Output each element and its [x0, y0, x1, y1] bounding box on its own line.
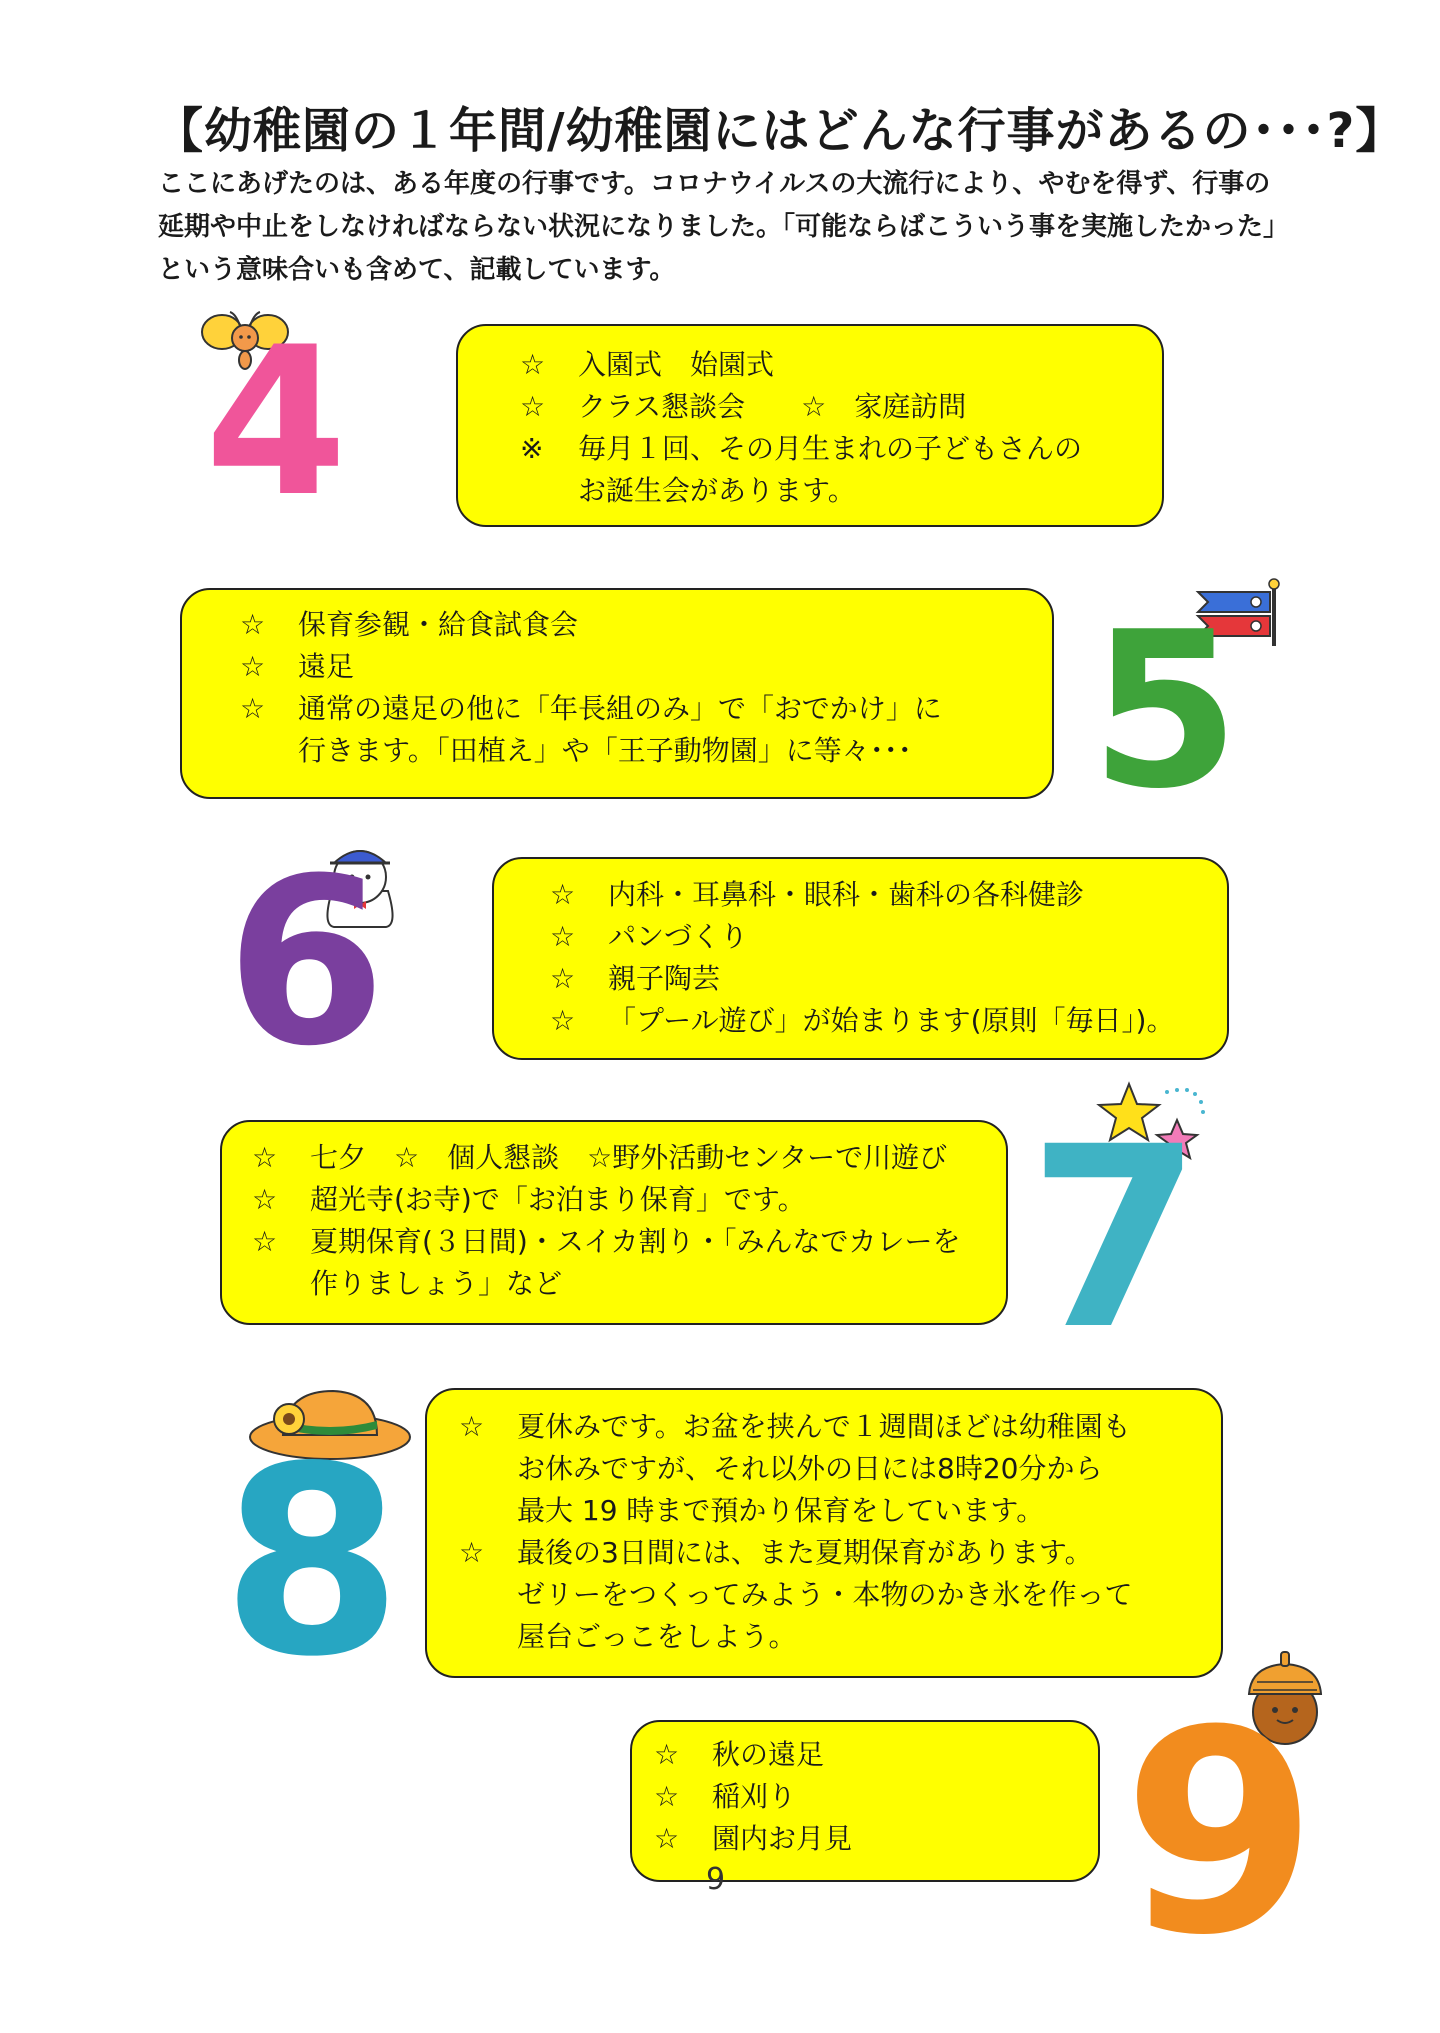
- star-icon: ☆: [654, 1822, 680, 1855]
- event-text: 内科・耳鼻科・眼科・歯科の各科健診: [608, 878, 1085, 911]
- number-8-graphic: [212, 1412, 412, 1714]
- event-item: [654, 1734, 1098, 1776]
- event-text: 入園式 始園式: [578, 348, 775, 381]
- number-6-graphic: [206, 830, 406, 1097]
- star-icon: ☆: [550, 1004, 576, 1037]
- intro-text: [158, 163, 1318, 292]
- event-item: [252, 1137, 1006, 1179]
- event-text: 行きます。「田植え」や「王子動物園」に等々･･･: [298, 734, 912, 767]
- event-text: 超光寺(お寺)で「お泊まり保育」です。: [310, 1183, 806, 1216]
- event-text: 夏期保育(３日間)・スイカ割り・「みんなでカレーを: [310, 1225, 961, 1258]
- event-text: 七夕 ☆ 個人懇談 ☆野外活動センターで川遊び: [310, 1141, 948, 1174]
- intro-line: ここにあげたのは、ある年度の行事です。コロナウイルスの大流行により、やむを得ず、行事の: [158, 169, 1271, 199]
- event-text: 作りましょう」など: [310, 1267, 563, 1300]
- event-text: クラス懇談会 ☆ 家庭訪問: [578, 390, 967, 423]
- star-icon: ☆: [654, 1780, 680, 1813]
- note-mark: ※: [520, 432, 544, 465]
- event-item: [240, 688, 1052, 730]
- event-item: [654, 1818, 1098, 1860]
- svg-text:8: 8: [221, 1412, 403, 1714]
- event-text: 「プール遊び」が始まります(原則「毎日」)。: [608, 1004, 1175, 1037]
- svg-text:6: 6: [225, 830, 387, 1097]
- number-5-graphic: [1085, 585, 1245, 836]
- event-item: [240, 730, 1052, 772]
- event-text: 最後の3日間には、また夏期保育があります。: [517, 1536, 1093, 1569]
- event-text: パンづくり: [608, 920, 749, 953]
- event-item: [654, 1776, 1098, 1818]
- star-icon: ☆: [252, 1225, 278, 1258]
- star-icon: ☆: [240, 650, 266, 683]
- event-text: お誕生会があります。: [578, 474, 856, 507]
- event-item: [252, 1221, 1006, 1263]
- number-7-graphic: [1028, 1093, 1202, 1384]
- event-item: [459, 1406, 1221, 1448]
- event-text: 保育参観・給食試食会: [298, 608, 579, 641]
- star-icon: ☆: [252, 1141, 278, 1174]
- event-item: [520, 428, 1162, 470]
- event-text: 通常の遠足の他に「年長組のみ」で「おでかけ」に: [298, 692, 942, 725]
- event-item: [550, 1000, 1227, 1042]
- july-events-box: [220, 1120, 1008, 1325]
- star-icon: ☆: [520, 390, 546, 423]
- august-events-box: [425, 1388, 1223, 1678]
- event-item: [550, 916, 1227, 958]
- event-item: [459, 1490, 1221, 1532]
- svg-text:7: 7: [1028, 1093, 1202, 1384]
- june-events-box: [492, 857, 1229, 1060]
- svg-text:9: 9: [1122, 1671, 1318, 1997]
- page-number: 9: [706, 1862, 726, 1897]
- star-icon: ☆: [550, 920, 576, 953]
- star-icon: ☆: [459, 1410, 485, 1443]
- event-item: [240, 646, 1052, 688]
- event-text: 秋の遠足: [712, 1738, 825, 1771]
- event-item: [459, 1574, 1221, 1616]
- star-icon: ☆: [550, 962, 576, 995]
- event-text: 遠足: [298, 650, 355, 683]
- star-icon: ☆: [252, 1183, 278, 1216]
- april-events-box: [456, 324, 1164, 527]
- intro-line: 延期や中止をしなければならない状況になりました。「可能ならばこういう事を実施したかった」: [158, 212, 1290, 242]
- event-text: 最大 19 時まで預かり保育をしています。: [517, 1494, 1045, 1527]
- event-item: [252, 1179, 1006, 1221]
- september-events-box: [630, 1720, 1100, 1882]
- event-item: [459, 1532, 1221, 1574]
- event-item: [240, 604, 1052, 646]
- event-text: ゼリーをつくってみよう・本物のかき氷を作って: [517, 1578, 1133, 1611]
- event-text: 毎月１回、その月生まれの子どもさんの: [578, 432, 1083, 465]
- event-item: [520, 470, 1162, 512]
- event-item: [550, 958, 1227, 1000]
- event-item: [550, 874, 1227, 916]
- star-icon: ☆: [550, 878, 576, 911]
- event-text: 園内お月見: [712, 1822, 853, 1855]
- number-4-graphic: [188, 304, 364, 542]
- event-text: お休みですが、それ以外の日には8時20分から: [517, 1452, 1103, 1485]
- event-text: 屋台ごっこをしよう。: [517, 1620, 797, 1653]
- star-icon: ☆: [654, 1738, 680, 1771]
- event-item: [459, 1616, 1221, 1658]
- intro-line: という意味合いも含めて、記載しています。: [158, 255, 676, 285]
- svg-text:4: 4: [204, 304, 348, 542]
- event-text: 親子陶芸: [608, 962, 721, 995]
- event-item: [252, 1263, 1006, 1305]
- event-item: [459, 1448, 1221, 1490]
- star-icon: ☆: [459, 1536, 485, 1569]
- star-icon: ☆: [240, 692, 266, 725]
- number-9-graphic: [1115, 1671, 1325, 1997]
- event-item: [520, 386, 1162, 428]
- may-events-box: [180, 588, 1054, 799]
- event-text: 稲刈り: [712, 1780, 797, 1813]
- star-icon: ☆: [240, 608, 266, 641]
- event-text: 夏休みです。お盆を挟んで１週間ほどは幼稚園も: [517, 1410, 1131, 1443]
- star-icon: ☆: [520, 348, 546, 381]
- page-title: 【幼稚園の１年間/幼稚園にはどんな行事があるの･･･?】: [155, 103, 1405, 159]
- event-item: [520, 344, 1162, 386]
- svg-text:5: 5: [1090, 585, 1240, 836]
